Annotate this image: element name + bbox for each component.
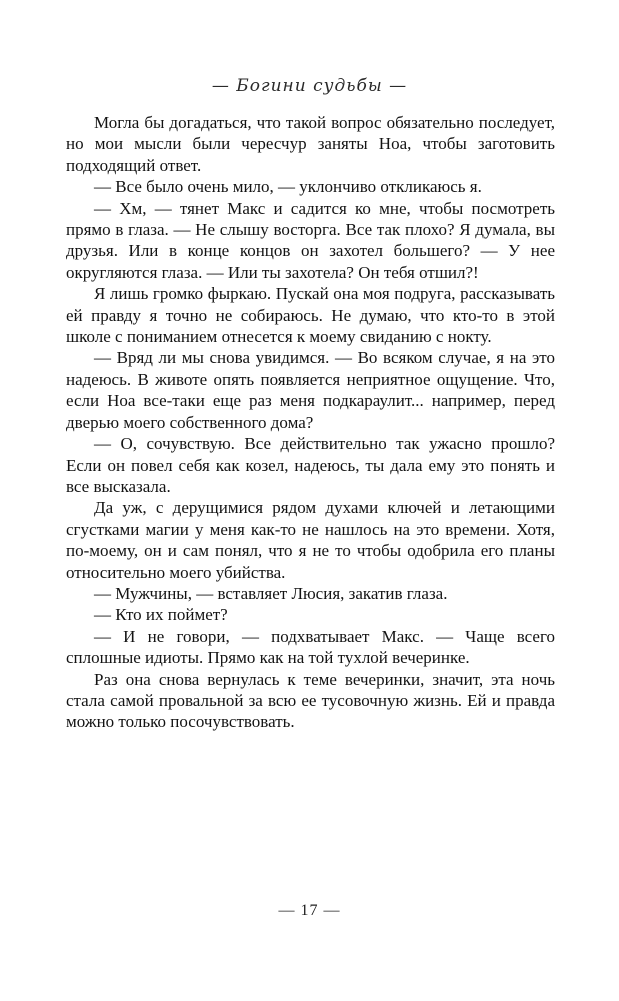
paragraph: Могла бы догадаться, что такой вопрос обязательно последует, но мои мысли были чересчур заняты Ноа, чтобы заготовить подходящий ответ. bbox=[66, 113, 555, 175]
paragraph: Я лишь громко фыркаю. Пускай она моя подруга, рассказывать ей правду я точно не собираюсь. Не думаю, что кто-то в этой школе с пониманием отнесется к моему свиданию с нокту. bbox=[66, 284, 555, 347]
page-number: — 17 — bbox=[278, 902, 341, 919]
running-header-text: — Богини судьбы — bbox=[211, 76, 408, 96]
running-header bbox=[0, 76, 619, 96]
paragraph: — Мужчины, — вставляет Люсия, закатив глаза. bbox=[94, 583, 448, 603]
page-text bbox=[66, 112, 555, 733]
paragraph: — Вряд ли мы снова увидимся. — Во всяком случае, я на это надеюсь. В животе опять появляется неприятное ощущение. Что, если Ноа все-таки еще раз меня подкараулит... например, перед дверью моего собственного дома? bbox=[66, 348, 555, 432]
paragraph: — Хм, — тянет Макс и садится ко мне, чтобы посмотреть прямо в глаза. — Не слышу восторга. Все так плохо? Я думала, вы друзья. Или в конце концов он захотел большего? — У нее округляются глаза. — Или ты захотела? Он тебя отшил?! bbox=[66, 198, 555, 282]
paragraph: — Все было очень мило, — уклончиво откликаюсь я. bbox=[94, 177, 482, 197]
paragraph: Да уж, с дерущимися рядом духами ключей и летающими сгустками магии у меня как-то не нашлось на это времени. Хотя, по-моему, он и сам понял, что я не то чтобы одобрила его планы относительно моего убийства. bbox=[66, 498, 555, 582]
paragraph: Раз она снова вернулась к теме вечеринки, значит, эта ночь стала самой провальной за всю ее тусовочную жизнь. Ей и правда можно только посочувствовать. bbox=[66, 669, 555, 732]
paragraph: — И не говори, — подхватывает Макс. — Чаще всего сплошные идиоты. Прямо как на той тухлой вечеринке. bbox=[66, 626, 555, 668]
paragraph: — Кто их поймет? bbox=[94, 605, 228, 625]
paragraph: — О, сочувствую. Все действительно так ужасно прошло? Если он повел себя как козел, надеюсь, ты дала ему это понять и все высказала. bbox=[66, 434, 555, 496]
